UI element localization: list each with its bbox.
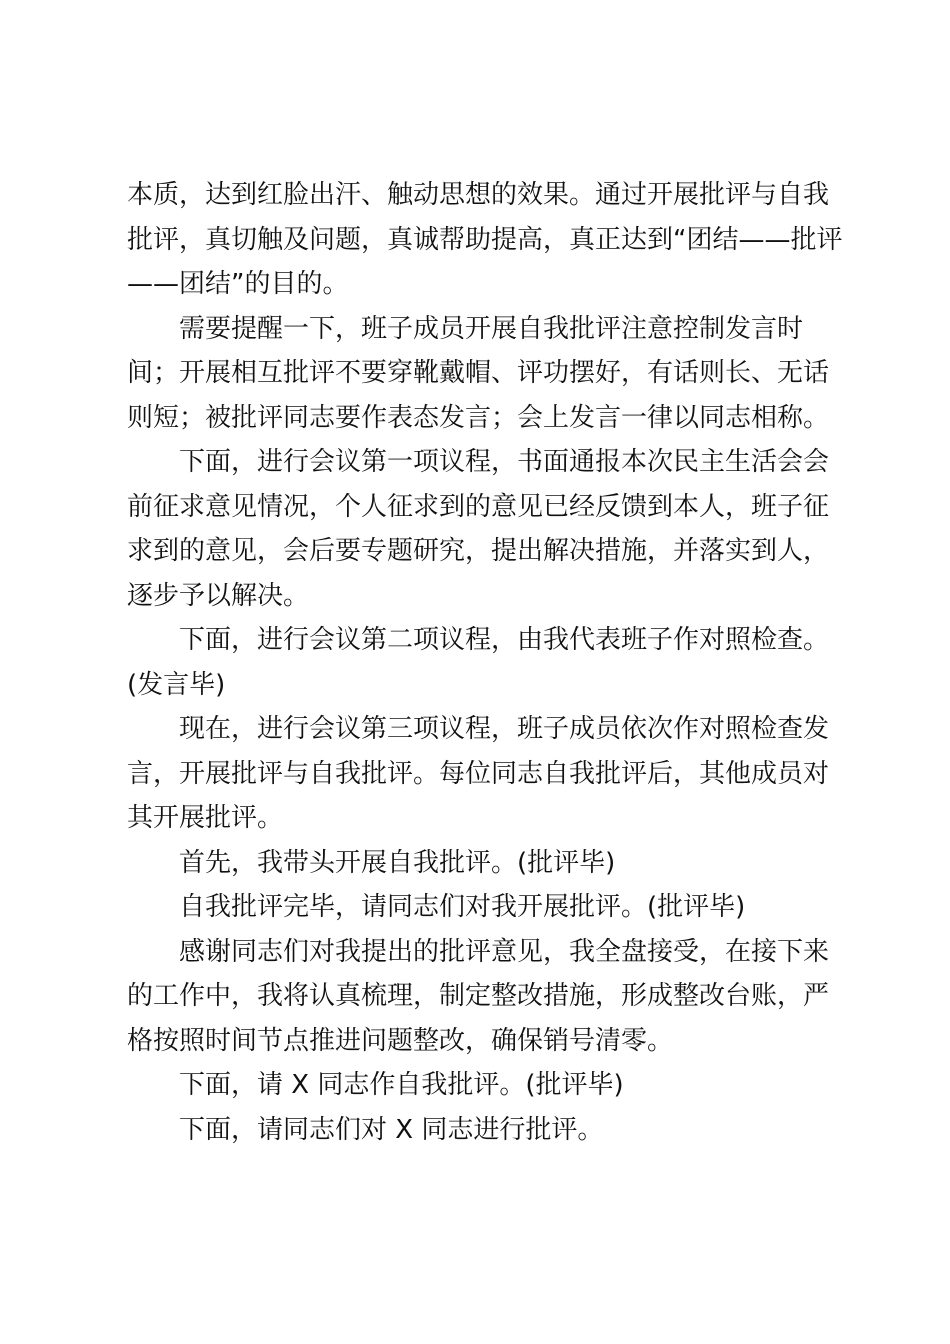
text-line: 其开展批评。 (127, 803, 284, 833)
text-line: 的工作中，我将认真梳理，制定整改措施，形成整改台账，严 (127, 981, 830, 1011)
paragraph (127, 1063, 832, 1108)
paragraph (127, 618, 832, 707)
text-line: 感谢同志们对我提出的批评意见，我全盘接受，在接下来 (179, 936, 830, 967)
text-line: 下面，请同志们对 X 同志进行批评。 (179, 1114, 604, 1145)
text-line: 间；开展相互批评不要穿靴戴帽、评功摆好，有话则长、无话 (127, 358, 830, 388)
text-line: (发言毕) (127, 669, 226, 700)
text-line: 批评，真切触及问题，真诚帮助提高，真正达到“团结——批评 (127, 224, 843, 255)
text-line: ——团结”的目的。 (127, 269, 349, 299)
paragraph (127, 841, 832, 886)
text-line: 则短；被批评同志要作表态发言；会上发言一律以同志相称。 (127, 402, 830, 433)
text-line: 言，开展批评与自我批评。每位同志自我批评后，其他成员对 (127, 758, 830, 789)
text-line: 本质，达到红脸出汗、触动思想的效果。通过开展批评与自我 (127, 180, 830, 210)
text-line: 下面，进行会议第二项议程，由我代表班子作对照检查。 (179, 625, 830, 655)
paragraph (127, 307, 832, 441)
text-line: 格按照时间节点推进问题整改，确保销号清零。 (127, 1025, 674, 1056)
text-line: 前征求意见情况，个人征求到的意见已经反馈到本人，班子征 (127, 491, 830, 522)
paragraph (127, 1108, 832, 1153)
paragraph (127, 173, 843, 307)
text-line: 下面，请 X 同志作自我批评。(批评毕) (179, 1070, 624, 1100)
text-line: 自我批评完毕，请同志们对我开展批评。(批评毕) (179, 892, 746, 922)
body-text (127, 173, 843, 1152)
text-line: 下面，进行会议第一项议程，书面通报本次民主生活会会 (179, 447, 830, 477)
text-line: 需要提醒一下，班子成员开展自我批评注意控制发言时 (179, 313, 804, 344)
paragraph (127, 885, 832, 930)
text-line: 现在，进行会议第三项议程，班子成员依次作对照检查发 (179, 714, 830, 744)
text-line: 逐步予以解决。 (127, 580, 310, 611)
text-line: 求到的意见，会后要专题研究，提出解决措施，并落实到人， (127, 536, 830, 566)
paragraph (127, 707, 832, 841)
paragraph (127, 930, 832, 1064)
paragraph (127, 440, 832, 618)
text-line: 首先，我带头开展自我批评。(批评毕) (179, 847, 616, 878)
